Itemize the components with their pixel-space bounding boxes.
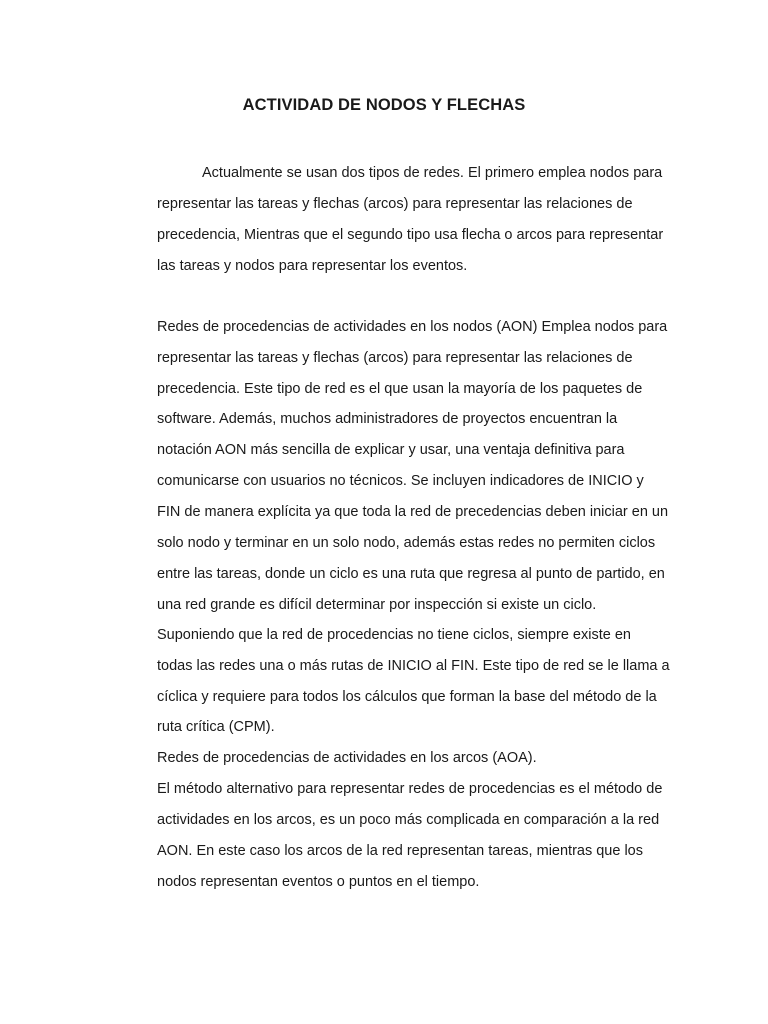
document-title: ACTIVIDAD DE NODOS Y FLECHAS [242, 96, 526, 114]
paragraph-line: cíclica y requiere para todos los cálculos que forman la base del método de la [157, 689, 657, 705]
paragraph-line: software. Además, muchos administradores de proyectos encuentran la [157, 411, 618, 427]
paragraph-line: comunicarse con usuarios no técnicos. Se incluyen indicadores de INICIO y [157, 473, 644, 489]
paragraph-line: las tareas y nodos para representar los eventos. [157, 258, 468, 274]
paragraph-line: El método alternativo para representar redes de procedencias es el método de [157, 781, 663, 797]
paragraph-line: representar las tareas y flechas (arcos) para representar las relaciones de [157, 350, 633, 366]
paragraph-line: notación AON más sencilla de explicar y usar, una ventaja definitiva para [157, 442, 625, 458]
paragraph-line: representar las tareas y flechas (arcos) para representar las relaciones de [157, 196, 633, 212]
paragraph-line: Redes de procedencias de actividades en los nodos (AON) Emplea nodos para [157, 319, 668, 335]
paragraph-line: entre las tareas, donde un ciclo es una ruta que regresa al punto de partido, en [157, 566, 665, 582]
paragraph-line: precedencia. Este tipo de red es el que usan la mayoría de los paquetes de [157, 381, 643, 397]
paragraph-line: Suponiendo que la red de procedencias no tiene ciclos, siempre existe en [157, 627, 631, 643]
paragraph-line: FIN de manera explícita ya que toda la red de precedencias deben iniciar en un [157, 504, 669, 520]
paragraph-line: precedencia, Mientras que el segundo tipo usa flecha o arcos para representar [157, 227, 664, 243]
paragraph-line: una red grande es difícil determinar por inspección si existe un ciclo. [157, 597, 597, 613]
paragraph-line: nodos representan eventos o puntos en el tiempo. [157, 874, 480, 890]
paragraph-line: todas las redes una o más rutas de INICIO al FIN. Este tipo de red se le llama a [157, 658, 670, 674]
paragraph-line: ruta crítica (CPM). [157, 719, 275, 735]
section-heading-line: Redes de procedencias de actividades en los arcos (AOA). [157, 750, 537, 766]
paragraph-line: solo nodo y terminar en un solo nodo, además estas redes no permiten ciclos [157, 535, 656, 551]
paragraph-line: AON. En este caso los arcos de la red representan tareas, mientras que los [157, 843, 643, 859]
paragraph-line: actividades en los arcos, es un poco más complicada en comparación a la red [157, 812, 660, 828]
paragraph-line: Actualmente se usan dos tipos de redes. El primero emplea nodos para [202, 165, 663, 181]
